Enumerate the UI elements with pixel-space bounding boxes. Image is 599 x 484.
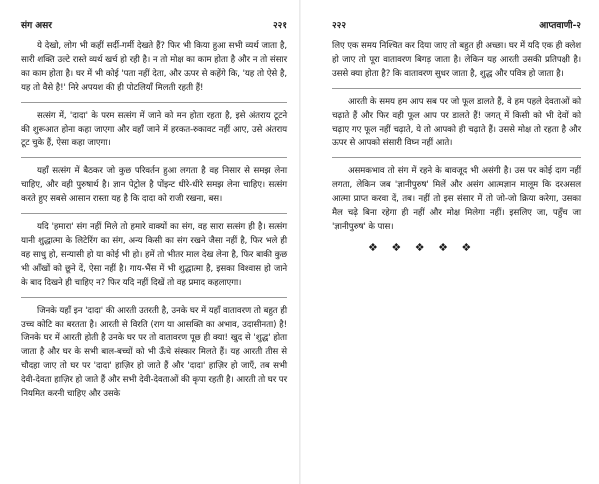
end-ornament: ❖ ❖ ❖ ❖ ❖ <box>368 240 477 254</box>
paragraph: यहाँ सत्संग में बैठकर जो कुछ परिवर्तन हुआ लगता है वह निसार से समझ लेना चाहिए, और वही पुरुषार्थ है। ज्ञान पेट्रोल है पोंइन्ट धीरे-धीरे समझ लेना चाहिए। सत्संग करते हुए सबसे आसान रास्ता यह है कि दादा को राजी रखना, बस। <box>21 166 287 205</box>
section-divider <box>332 157 581 158</box>
paragraph: जिनके यहाँ इन 'दादा' की आरती उतरती है, उनके घर में यहाँ वातावरण तो बहुत ही उच्च कोटि का बरतता है। आरती से विरति (राग या आसक्ति का अभाव, उदासीनता) है! जिनके घर में आरती होती है उनके घर पर तो वातावरण पूछ ही क्या! खुद से 'शुद्ध' होता जाता है और घर के सभी बाल-बच्चों को भी ऊँचे संस्कार मिलते हैं। यह आरती तीस से चौदहा जाए तो घर पर 'दादा' हाज़िर हो जाते हैं और 'दादा' हाज़िर हो जाएँ, तब सभी देवी-देवता हाज़िर हो जाते हैं और सभी देवी-देवताओं की कृपा रहती है। आरती तो घर पर नियमित करनी चाहिए और उसके <box>21 305 287 400</box>
right-page <box>300 0 599 484</box>
paragraph: लिए एक समय निश्चित कर दिया जाए तो बहुत ही अच्छा। घर में यदि एक ही क्लेश हो जाए तो पूरा वातावरण बिगड़ जाता है। लेकिन यह आरती उसकी प्रतिपक्षी है। उससे क्या होता है? कि वातावरण सुधर जाता है, शुद्ध और पवित्र हो जाता है। <box>332 41 581 79</box>
paragraph: ये देखो, लोग भी कहीं सर्दी-गर्मी देखते हैं? फिर भी किया हुआ सभी व्यर्थ जाता है, सारी शक्ति उल्टे रास्ते व्यर्थ खर्च हो रही है। न तो मोक्ष का काम होता है और न तो संसार का काम होता है। घर में भी कोई 'पता नहीं देता, और ऊपर से कहेंगे कि, 'यह तो ऐसे है, यह तो वैसे है!' निरे अपयश की ही पोटलियाँ मिलती रहती हैं! <box>21 41 287 93</box>
section-divider <box>21 102 287 103</box>
running-title: संग असर <box>21 21 52 31</box>
paragraph: यदि 'हमारा' संग नहीं मिले तो हमारे वाक्यों का संग, वह सारा सत्संग ही है। सत्संग यानी शुद्धात्मा के लिटेरिंग का संग, अन्य किसी का संग रखने जैसा नहीं है, फिर भले ही वह साधु हो, सन्यासी हो या कोई भी हो। हमें तो भीतर माल देख लेना है, फिर बाकी कुछ भी आँखों को छूने दें, ऐसा नहीं है। गाय-भैंस में भी शुद्धात्मा है, इसका विश्वास हो जाने के बाद दिखने ही चाहिए न? फिर यदि नहीं दिखें तो वह प्रमाद कहलाएगा। <box>21 222 287 288</box>
section-divider <box>21 297 287 298</box>
paragraph: आरती के समय हम आप सब पर जो फूल डालते हैं, वे हम पहले देवताओं को चढ़ाते हैं और फिर वही फूल आप पर डालते हैं! जगत् में किसी को भी देवों को चढ़ाए गए फूल नहीं चढ़ाते, ये तो आपको ही चढ़ाते हैं। उससे मोक्ष तो रहता है और ऊपर से आपको संसारी विघ्न नहीं आते। <box>332 96 581 149</box>
page-number: २२२ <box>332 21 347 31</box>
section-divider <box>332 88 581 89</box>
page-number: २२१ <box>272 21 287 31</box>
running-title: आप्तवाणी-२ <box>539 21 581 31</box>
paragraph: सत्संग में, 'दादा' के परम सत्संग में जाने को मन होता रहता है, इसे अंतराय टूटने की शुरूआत होना कहा जाएगा और वहाँ जाने में हरकत-रुकावट नहीं आए, उसे अंतराय टूट चुके हैं, ऐसा कहा जाएगा। <box>21 110 287 149</box>
right-page-header <box>332 18 581 30</box>
left-page-header <box>21 18 287 30</box>
section-divider <box>21 157 287 158</box>
section-divider <box>21 213 287 214</box>
paragraph: असमकभाव तो संग में रहने के बावजूद भी असंगी है। उस पर कोई दाग नहीं लगता, लेकिन जब 'ज्ञानीपुरुष' मिलें और असंग आत्मज्ञान मालूम कि दरअसल आत्मा प्राप्त करवा दें, तब। नहीं तो इस संसार में तो जो-जो क्रिया करेगा, उसका मैल चढ़े बिना रहेगा ही नहीं और मोक्ष मिलेगा नहीं। इसलिए जा, पहुँच जा 'ज्ञानीपुरुष' के पास। <box>332 166 581 232</box>
